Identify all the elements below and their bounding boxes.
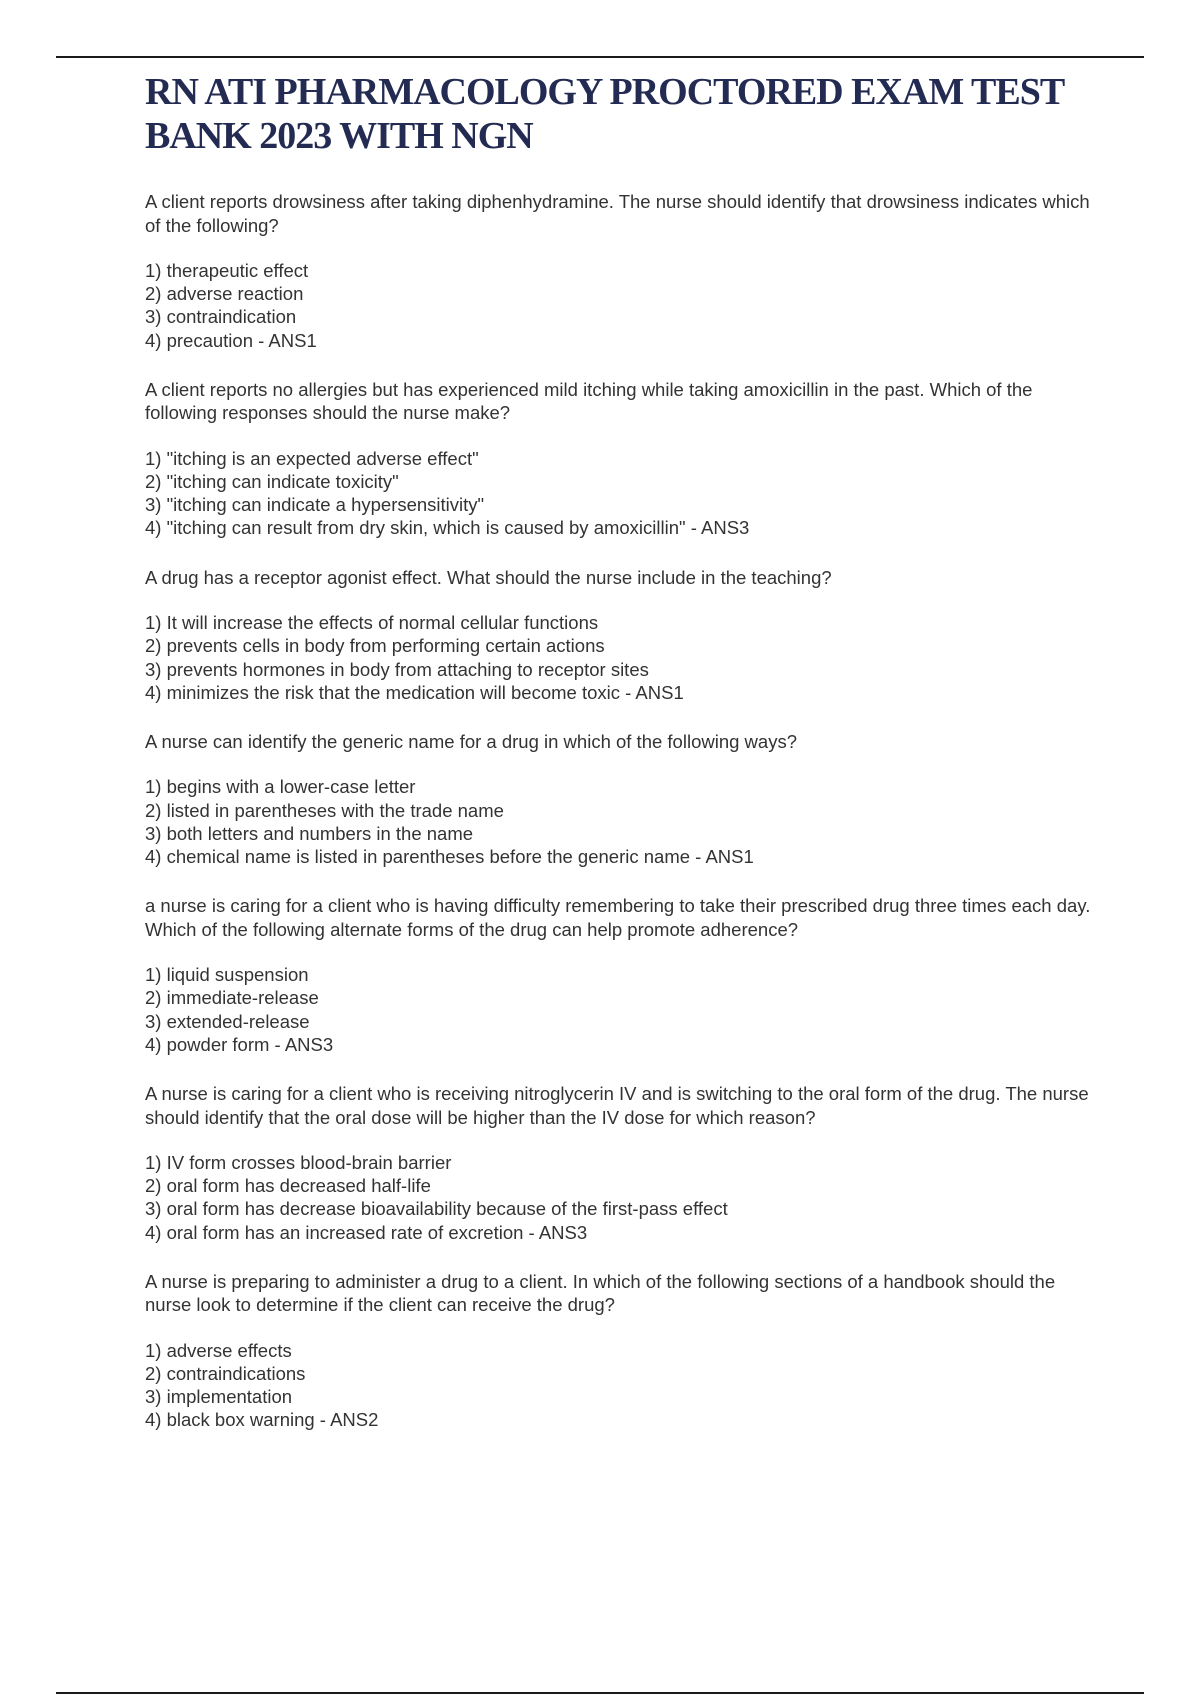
answer-option: 2) prevents cells in body from performing certain actions [145, 635, 605, 657]
answer-option: 1) It will increase the effects of normal cellular functions [145, 612, 599, 634]
question-text: A client reports no allergies but has experienced mild itching while taking amoxicillin in the past. Which of the following responses should the nurse make? [145, 378, 1033, 424]
answer-option: 4) precaution - ANS1 [145, 329, 317, 351]
answer-option: 4) oral form has an increased rate of excretion - ANS3 [145, 1221, 588, 1243]
answer-options [145, 1151, 1095, 1244]
answer-option: 2) "itching can indicate toxicity" [145, 471, 399, 493]
question-text: A nurse can identify the generic name for a drug in which of the following ways? [145, 730, 797, 752]
answer-options [145, 1339, 1095, 1432]
question-block-4 [145, 730, 1095, 868]
answer-option: 2) adverse reaction [145, 283, 304, 305]
question-block-7 [145, 1270, 1095, 1432]
answer-option: 2) oral form has decreased half-life [145, 1175, 431, 1197]
answer-option: 3) "itching can indicate a hypersensitivity" [145, 494, 485, 516]
answer-option: 3) extended-release [145, 1010, 310, 1032]
answer-options [145, 963, 1095, 1056]
answer-options [145, 447, 1095, 540]
question-block-6 [145, 1082, 1095, 1244]
question-block-5 [145, 894, 1095, 1056]
answer-option: 1) begins with a lower-case letter [145, 776, 416, 798]
answer-option: 4) "itching can result from dry skin, which is caused by amoxicillin" - ANS3 [145, 517, 750, 539]
question-block-1 [145, 190, 1095, 352]
question-block-3 [145, 566, 1095, 704]
question-text: A nurse is caring for a client who is receiving nitroglycerin IV and is switching to the oral form of the drug. The nurse should identify that the oral dose will be higher than the IV dose for which reason? [145, 1083, 1089, 1128]
document-body [145, 70, 1095, 1458]
answer-option: 1) IV form crosses blood-brain barrier [145, 1152, 452, 1174]
answer-option: 3) both letters and numbers in the name [145, 822, 474, 844]
answer-option: 4) black box warning - ANS2 [145, 1409, 379, 1431]
answer-option: 4) chemical name is listed in parentheses before the generic name - ANS1 [145, 846, 754, 868]
answer-option: 4) powder form - ANS3 [145, 1033, 334, 1055]
answer-option: 4) minimizes the risk that the medication will become toxic - ANS1 [145, 681, 684, 703]
answer-option: 3) prevents hormones in body from attaching to receptor sites [145, 658, 649, 680]
bottom-rule [56, 1692, 1144, 1694]
answer-options [145, 259, 1095, 352]
question-text: a nurse is caring for a client who is having difficulty remembering to take their prescribed drug three times each day. Which of the following alternate forms of the drug can help promote adherence? [145, 895, 1091, 940]
answer-options [145, 775, 1095, 868]
answer-option: 2) listed in parentheses with the trade name [145, 799, 504, 821]
answer-option: 2) contraindications [145, 1363, 306, 1385]
answer-option: 3) contraindication [145, 306, 297, 328]
question-block-2 [145, 378, 1095, 540]
answer-option: 1) adverse effects [145, 1339, 292, 1361]
answer-option: 3) oral form has decrease bioavailability because of the first-pass effect [145, 1198, 728, 1220]
question-text: A nurse is preparing to administer a drug to a client. In which of the following sections of a handbook should the nurse look to determine if the client can receive the drug? [145, 1270, 1056, 1316]
answer-options [145, 611, 1095, 704]
document-title: RN ATI PHARMACOLOGY PROCTORED EXAM TEST BANK 2023 WITH NGN [145, 71, 1064, 157]
answer-option: 1) therapeutic effect [145, 260, 309, 281]
question-text: A client reports drowsiness after taking diphenhydramine. The nurse should identify that drowsiness indicates which of the following? [145, 191, 1090, 236]
answer-option: 1) liquid suspension [145, 964, 309, 986]
answer-option: 1) "itching is an expected adverse effect" [145, 447, 479, 469]
question-text: A drug has a receptor agonist effect. What should the nurse include in the teaching? [145, 566, 832, 588]
top-rule [56, 56, 1144, 58]
answer-option: 3) implementation [145, 1386, 293, 1408]
answer-option: 2) immediate-release [145, 987, 319, 1009]
